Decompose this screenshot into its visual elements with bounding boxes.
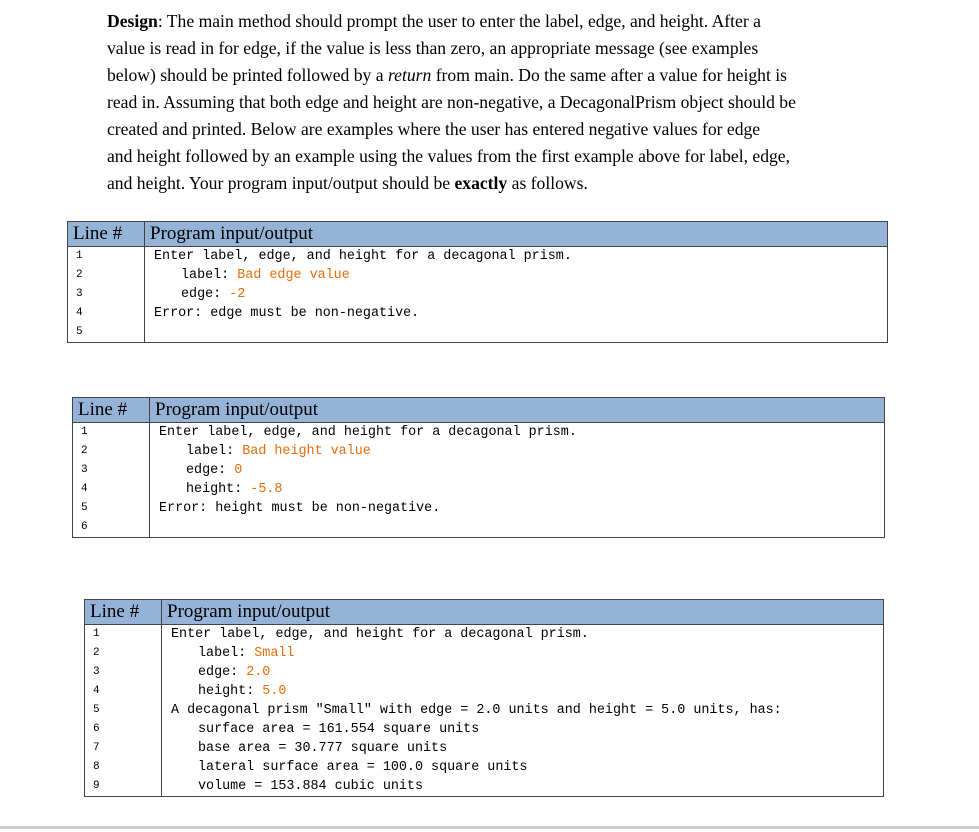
table-header-row [73, 398, 885, 423]
code-line [162, 701, 883, 720]
design-line-7 [107, 170, 927, 197]
io-table-height-error [72, 397, 885, 538]
user-input: 2.0 [246, 665, 271, 680]
code-line [162, 644, 883, 663]
output-text: Error: edge must be non-negative. [154, 306, 420, 321]
code-line [145, 266, 887, 285]
table-header-row [85, 600, 884, 625]
user-input: 0 [234, 463, 243, 478]
line-number: 6 [81, 521, 88, 533]
code-line [145, 304, 887, 323]
design-line-6 [107, 143, 927, 170]
design-strong: exactly [454, 173, 508, 193]
output-text: label: [198, 646, 255, 661]
line-number: 1 [81, 426, 88, 438]
design-text: read in. Assuming that both edge and height are non-negative, a DecagonalPrism object should be [107, 92, 796, 112]
program-io-header: Program input/output [145, 222, 888, 247]
output-text: base area = 30.777 square units [198, 741, 448, 756]
design-text: below) should be printed followed by a [107, 65, 388, 85]
line-number: 5 [81, 502, 88, 514]
io-table-valid-prism [84, 599, 884, 797]
output-text: height: [186, 482, 251, 497]
design-label: Design [107, 11, 158, 31]
output-text: height: [198, 684, 263, 699]
code-line [162, 777, 883, 796]
output-text: A decagonal prism "Small" with edge = 2.0 units and height = 5.0 units, has: [171, 703, 782, 718]
line-number: 3 [81, 464, 88, 476]
code-line [150, 461, 884, 480]
output-text: edge: [181, 287, 230, 302]
design-text: : The main method should prompt the user to enter the label, edge, and height. After a [157, 11, 761, 31]
code-line [145, 323, 887, 342]
user-input: Bad edge value [237, 268, 350, 283]
program-io-header: Program input/output [150, 398, 885, 423]
line-number-header: Line # [68, 222, 145, 247]
line-number: 9 [93, 780, 100, 792]
user-input: -2 [229, 287, 246, 302]
program-io-column [162, 625, 884, 797]
code-line [145, 285, 887, 304]
program-io-header: Program input/output [162, 600, 884, 625]
design-line-4 [107, 89, 927, 116]
output-text: volume = 153.884 cubic units [198, 779, 423, 794]
page-bottom-divider [0, 826, 979, 829]
output-text: label: [181, 268, 238, 283]
line-number: 8 [93, 761, 100, 773]
code-line [150, 499, 884, 518]
output-text: Enter label, edge, and height for a decagonal prism. [154, 249, 572, 264]
line-number: 4 [76, 307, 83, 319]
table-body-row [73, 423, 885, 538]
code-line [150, 480, 884, 499]
output-text: label: [186, 444, 243, 459]
line-number: 4 [93, 685, 100, 697]
line-number: 5 [76, 326, 83, 338]
output-text: Enter label, edge, and height for a decagonal prism. [171, 627, 589, 642]
user-input: -5.8 [250, 482, 283, 497]
line-number: 3 [93, 666, 100, 678]
line-number: 1 [93, 628, 100, 640]
design-text: created and printed. Below are examples where the user has entered negative values for edge [107, 119, 761, 139]
output-text: edge: [198, 665, 247, 680]
design-line-5 [107, 116, 927, 143]
output-text: surface area = 161.554 square units [198, 722, 480, 737]
design-text: value is read in for edge, if the value is less than zero, an appropriate message (see examples [107, 38, 759, 58]
output-text: Enter label, edge, and height for a decagonal prism. [159, 425, 577, 440]
code-line [162, 625, 883, 644]
line-number: 6 [93, 723, 100, 735]
output-text: Error: height must be non-negative. [159, 501, 441, 516]
line-number: 4 [81, 483, 88, 495]
user-input: Bad height value [242, 444, 371, 459]
design-line-3 [107, 62, 927, 89]
line-number: 3 [76, 288, 83, 300]
line-number: 2 [93, 647, 100, 659]
line-number: 5 [93, 704, 100, 716]
code-line [150, 518, 884, 537]
code-line [162, 663, 883, 682]
user-input: 5.0 [262, 684, 287, 699]
output-text: lateral surface area = 100.0 square units [198, 760, 528, 775]
program-io-column [145, 247, 888, 343]
design-line-1 [107, 8, 927, 35]
design-text: and height. Your program input/output should be [107, 173, 455, 193]
design-text: from main. Do the same after a value for height is [431, 65, 787, 85]
design-emphasis: return [387, 65, 432, 85]
line-number: 2 [76, 269, 83, 281]
line-number: 7 [93, 742, 100, 754]
line-number: 1 [76, 250, 83, 262]
table-header-row [68, 222, 888, 247]
user-input: Small [254, 646, 295, 661]
code-line [162, 682, 883, 701]
design-text: and height followed by an example using the values from the first example above for label, edge, [107, 146, 791, 166]
code-line [162, 720, 883, 739]
code-line [162, 758, 883, 777]
line-numbers-column [68, 247, 145, 343]
table-body-row [68, 247, 888, 343]
program-io-column [150, 423, 885, 538]
code-line [150, 423, 884, 442]
design-line-2 [107, 35, 927, 62]
line-numbers-column [85, 625, 162, 797]
code-line [162, 739, 883, 758]
line-number-header: Line # [73, 398, 150, 423]
code-line [145, 247, 887, 266]
design-paragraph [107, 8, 927, 197]
design-text: as follows. [507, 173, 588, 193]
output-text: edge: [186, 463, 235, 478]
line-numbers-column [73, 423, 150, 538]
table-body-row [85, 625, 884, 797]
io-table-edge-error [67, 221, 888, 343]
line-number-header: Line # [85, 600, 162, 625]
line-number: 2 [81, 445, 88, 457]
code-line [150, 442, 884, 461]
